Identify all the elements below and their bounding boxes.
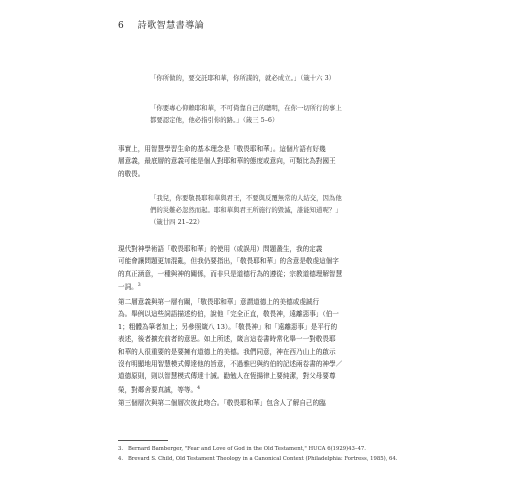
paragraph-3 — [118, 296, 418, 396]
footnote-ref[interactable]: 3 — [137, 283, 141, 289]
paragraph-line: 榮，對鄰舍要真誠，等等。$^4$ — [118, 385, 201, 395]
footnote-ref[interactable]: 4 — [197, 385, 201, 391]
quote-block-1 — [150, 72, 405, 84]
quote-line: 「你所做的，要交託耶和華，你所謀的，就必成立。」（箴十六 3） — [150, 74, 336, 82]
paragraph-line: 現代對神學術語「敬畏耶和華」的使用（或誤用）問題叢生，我的定義 — [118, 245, 323, 253]
page-number: 6 — [118, 21, 125, 31]
paragraph-line: 層意義，最底層的意義可能是個人對耶和華的態度或意向，可類比為對國王 — [118, 157, 336, 166]
quote-line: 「我兒，你要敬畏耶和華與君王，不要與反覆無常的人結交，因為他 — [150, 194, 342, 202]
paragraph-line: 第二層意義與第一層有關，「敬畏耶和華」意謂道德上的美德或虔誠行 — [118, 298, 320, 306]
paragraph-line: 第三個層次與第二個層次彼此吻合。「敬畏耶和華」包含人了解自己的臨 — [118, 399, 326, 407]
quote-block-2 — [150, 102, 405, 126]
footnote-text: Bernard Bamberger, "Fear and Love of God in the Old Testament," HUCA 6(1929)43–47. — [128, 446, 366, 452]
paragraph-line: 道德原則，則以智慧模式傳達十誡。勸勉人在恆揚律上要純潔，對父母要尊 — [118, 372, 336, 381]
quote-line: 都要認定他，他必指引你的路。」（箴三 5–6） — [150, 116, 279, 124]
paragraph-line: 表述，後者擴充前者的意思。如上所述，箴言這卷書時常化舉一一對敬畏耶 — [118, 335, 336, 344]
paragraph-line: 可能會讓問題更加混亂，但我仍要指出，「敬畏耶和華」的含意是敬虔這個字 — [118, 257, 339, 266]
paragraph-4 — [118, 397, 418, 409]
paragraph-line: 的敬畏。 — [118, 169, 145, 178]
book-title: 詩歌智慧書導論 — [137, 21, 205, 31]
paragraph-line: 為。舉例以這些詞語描述約伯，說他「完全正直，敬畏神，遠離惡事」（伯一 — [118, 310, 339, 319]
footnote-3 — [118, 446, 418, 454]
footnote-4 — [118, 456, 418, 464]
paragraph-1 — [118, 143, 418, 180]
paragraph-line: 事實上，用智慧學習生命的基本理念是「敬畏耶和華」。這個片語有好幾 — [118, 145, 326, 153]
paragraph-line: 和華的人很重要的是要擁有道德上的美德。我們同意，神在西乃山上的啟示 — [118, 347, 336, 356]
paragraph-line: 沒有明顯地用智慧模式傳達他的旨意，不過雅巴與約伯的記述兩卷書的神學／ — [118, 360, 343, 369]
quote-block-3 — [150, 192, 405, 228]
paragraph-line: 一詞。$^3$ — [118, 283, 141, 292]
quote-line: 「你要專心仰賴耶和華，不可倚靠自己的聰明，在你一切所行的事上 — [150, 104, 342, 112]
footnote-divider — [118, 440, 168, 441]
quote-line: 們的災難必忽然而起。耶和華與君王所施行的毀滅，誰能知道呢？」 — [150, 206, 342, 214]
paragraph-line: 1；粗體為筆者加上；另參照箴八 13）。「敬畏神」和「遠離惡事」是平行的 — [118, 322, 338, 331]
paragraph-line: 的真正涵意，一種與神的關係，而非只是道德行為的遵從；宗教道德理解智慧 — [118, 269, 343, 278]
quote-line: （箴廿四 21–22） — [150, 218, 204, 226]
paragraph-2 — [118, 243, 418, 294]
footnote-number: 3. — [118, 446, 124, 452]
footnote-number: 4. — [118, 456, 124, 462]
footnote-text: Brevard S. Child, Old Testament Theology in a Canonical Context (Philadelphia: Fortress, 1985), 64. — [128, 456, 398, 462]
running-header — [118, 18, 204, 31]
